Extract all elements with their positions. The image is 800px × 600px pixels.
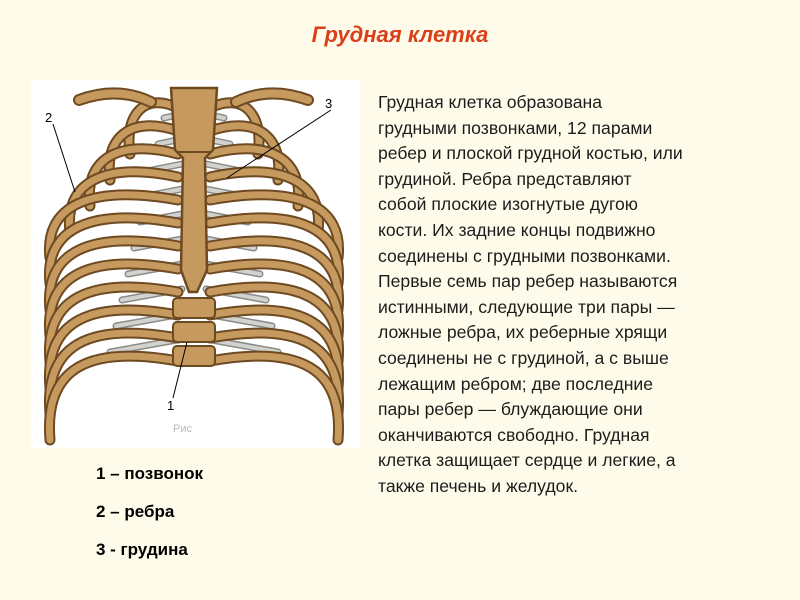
text-line: также печень и желудок. (378, 475, 579, 496)
text-line: Первые семь пар ребер называются (378, 271, 678, 292)
callout-2: 2 (45, 110, 53, 125)
description-text (378, 90, 773, 500)
rib-cage-illustration (31, 80, 360, 448)
legend-item-sternum: 3 - грудина (96, 540, 188, 559)
text-line: истинными, следующие три пары — (378, 296, 675, 317)
text-line: ребер и плоской грудной костью, или (378, 143, 683, 164)
text-line: собой плоские изогнутые дугою (378, 194, 638, 215)
vertebra (173, 346, 215, 366)
text-line: грудиной. Ребра представляют (378, 168, 632, 189)
text-line: пары ребер — блуждающие они (378, 399, 643, 420)
text-line: лежащим ребром; две последние (378, 373, 654, 394)
text-line: оканчиваются свободно. Грудная (378, 424, 650, 445)
text-line: соединены не с грудиной, а с выше (378, 347, 669, 368)
text-line: кости. Их задние концы подвижно (378, 219, 656, 240)
text-line: клетка защищает сердце и легкие, а (378, 450, 676, 471)
rib-cage-drawing (31, 80, 360, 448)
faded-caption: Рис (173, 423, 192, 435)
legend-item-ribs: 2 – ребра (96, 502, 175, 521)
text-line: Грудная клетка образована (378, 92, 603, 112)
text-line: грудными позвонками, 12 парами (378, 117, 653, 138)
callout-1: 1 (167, 398, 175, 413)
legend (96, 460, 203, 574)
vertebral-column (173, 298, 215, 366)
vertebra (173, 322, 215, 342)
text-line: соединены с грудными позвонками. (378, 245, 671, 266)
legend-item-vertebra: 1 – позвонок (96, 464, 204, 483)
vertebra (173, 298, 215, 318)
callout-3: 3 (325, 96, 333, 111)
slide-title: Грудная клетка (311, 22, 489, 47)
text-line: ложные ребра, их реберные хрящи (378, 322, 668, 343)
